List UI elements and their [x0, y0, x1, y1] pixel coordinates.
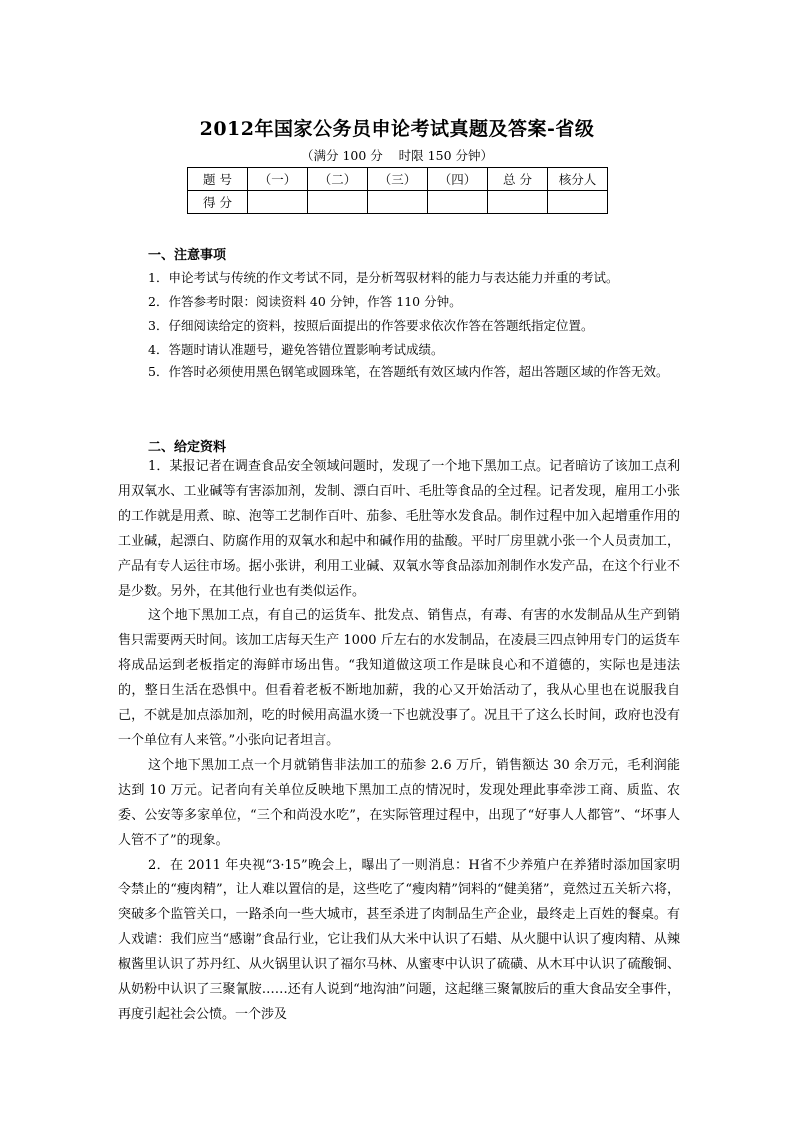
score-cell-2[interactable] [308, 191, 368, 214]
note-item: 4．答题时请认准题号，避免答错位置影响考试成绩。 [148, 342, 444, 357]
section-heading-notes: 一、注意事项 [148, 248, 227, 263]
score-cell-1[interactable] [248, 191, 308, 214]
note-item: 2．作答参考时限：阅读资料 40 分钟，作答 110 分钟。 [148, 294, 462, 309]
note-item: 5．作答时必须使用黑色钢笔或圆珠笔，在答题纸有效区域内作答，超出答题区域的作答无效。 [148, 364, 669, 379]
materials-body [118, 455, 680, 1028]
score-header-cell: （一） [248, 168, 308, 191]
document-subtitle: （满分 100 分 时限 150 分钟） [300, 148, 493, 163]
score-cell-4[interactable] [428, 191, 488, 214]
score-header-cell: （二） [308, 168, 368, 191]
score-table-header-row [188, 168, 608, 191]
score-header-cell: 题 号 [188, 168, 248, 191]
score-table [187, 167, 608, 214]
document-title: 2012年国家公务员申论考试真题及答案-省级 [199, 118, 595, 140]
score-table-score-row [188, 191, 608, 214]
score-cell-3[interactable] [368, 191, 428, 214]
material-paragraph: 这个地下黑加工点一个月就销售非法加工的茄参 2.6 万斤，销售额达 30 余万元，毛利润能达到 10 万元。记者向有关单位反映地下黑加工点的情况时，发现处理此事牵涉工商、质监、农委、公安等多家单位，“三个和尚没水吃”，在实际管理过程中，出现了“好事人人都管”、“坏事人人管不了”的现象。 [118, 757, 680, 848]
score-header-cell: （三） [368, 168, 428, 191]
score-row-label: 得 分 [188, 191, 248, 214]
score-header-cell: （四） [428, 168, 488, 191]
section-heading-materials: 二、给定资料 [148, 440, 227, 455]
material-paragraph: 1．某报记者在调查食品安全领域问题时，发现了一个地下黑加工点。记者暗访了该加工点利用双氧水、工业碱等有害添加剂，发制、漂白百叶、毛肚等食品的全过程。记者发现，雇用工小张的工作就是用煮、晾、泡等工艺制作百叶、茄参、毛肚等水发食品。制作过程中加入起增重作用的工业碱，起漂白、防腐作用的双氧水和起中和碱作用的盐酸。平时厂房里就小张一个人员责加工，产品有专人运往市场。据小张讲，利用工业碱、双氧水等食品添加剂制作水发产品，在这个行业不是少数。另外，在其他行业也有类似运作。 [118, 459, 680, 599]
material-paragraph: 这个地下黑加工点，有自己的运货车、批发点、销售点，有毒、有害的水发制品从生产到销售只需要两天时间。该加工店每天生产 1000 斤左右的水发制品，在凌晨三四点钟用专门的运货车将成品运到老板指定的海鲜市场出售。“我知道做这项工作是昧良心和不道德的，实际也是违法的，整日生活在恐惧中。但看着老板不断地加薪，我的心又开始活动了，我从心里也在说服我自己，不就是加点添加剂，吃的时候用高温水烫一下也就没事了。况且干了这么长时间，政府也没有一个单位有人来管。”小张向记者坦言。 [118, 608, 680, 748]
score-cell-total[interactable] [488, 191, 548, 214]
score-header-cell: 核分人 [548, 168, 608, 191]
note-item: 1．申论考试与传统的作文考试不同，是分析驾驭材料的能力与表达能力并重的考试。 [148, 270, 619, 285]
score-header-cell: 总 分 [488, 168, 548, 191]
material-paragraph: 2．在 2011 年央视“3·15”晚会上，曝出了一则消息：H省不少养殖户在养猪时添加国家明令禁止的“瘦肉精”，让人难以置信的是，这些吃了“瘦肉精”饲料的“健美猪”，竟然过五关斩六将，突破多个监管关口，一路杀向一些大城市，甚至杀进了肉制品生产企业，最终走上百姓的餐桌。有人戏谑：我们应当“感谢”食品行业，它让我们从大米中认识了石蜡、从火腿中认识了瘦肉精、从辣椒酱里认识了苏丹红、从火锅里认识了福尔马林、从蜜枣中认识了硫磺、从木耳中认识了硫酸铜、从奶粉中认识了三聚氰胺……还有人说到“地沟油”问题，这起继三聚氰胺后的重大食品安全事件，再度引起社会公愤。一个涉及 [118, 857, 680, 1022]
note-item: 3．仔细阅读给定的资料，按照后面提出的作答要求依次作答在答题纸指定位置。 [148, 318, 594, 333]
score-cell-checker[interactable] [548, 191, 608, 214]
